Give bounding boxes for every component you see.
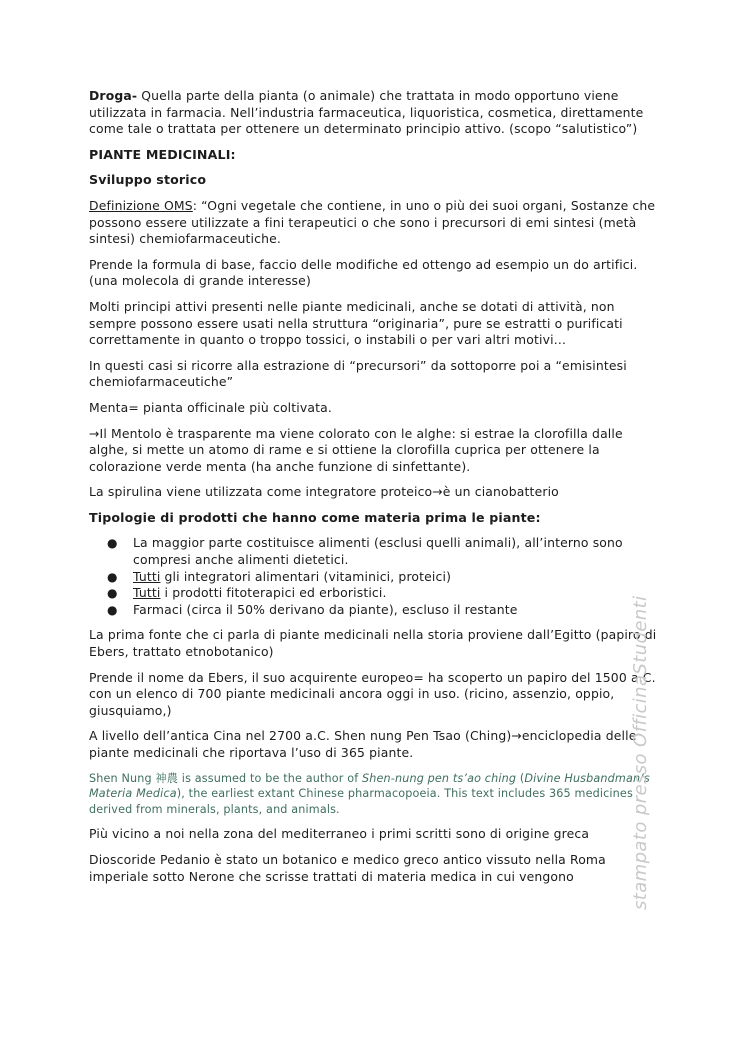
paragraph-mediterraneo: Più vicino a noi nella zona del mediterraneo i primi scritti sono di origine greca (89, 826, 590, 842)
shen-text-b: ( (516, 771, 525, 785)
list-item-text: gli integratori alimentari (vitaminici, proteici) (160, 568, 452, 584)
paragraph-menta: Menta= pianta officinale più coltivata. (89, 399, 332, 415)
paragraph-egitto: La prima fonte che ci parla di piante medicinali nella storia proviene dall’Egitto (papiro di Ebers, trattato etnobotanico) (89, 627, 657, 660)
list-item-text: La maggior parte costituisce alimenti (esclusi quelli animali), all’interno sono compresi anche alimenti dietetici. (133, 535, 623, 568)
oms-label: Definizione OMS (89, 197, 193, 213)
paragraph-mentolo: →Il Mentolo è trasparente ma viene colorato con le alghe: si estrae la clorofilla dalle alghe, si mette un atomo di rame e si ottiene la clorofilla cuprica per ottenere la colorazione verde menta (ha anche funzione di sinfettante). (89, 425, 623, 474)
shen-title-1: Shen-nung pen ts’ao ching (362, 771, 517, 785)
bullet-icon: ● (107, 569, 118, 584)
list-item-underlined: Tutti (133, 585, 161, 601)
list-item-underlined: Tutti (133, 568, 161, 584)
term-droga: Droga- (89, 88, 138, 103)
paragraph-ebers: Prende il nome da Ebers, il suo acquirente europeo= ha scoperto un papiro del 1500 a.C. con un elenco di 700 piante medicinali ancora oggi in uso. (ricino, assenzio, oppio, giusquiamo,) (89, 669, 656, 718)
heading-tipologie: Tipologie di prodotti che hanno come materia prima le piante: (89, 509, 541, 525)
paragraph-dioscoride: Dioscoride Pedanio è stato un botanico e medico greco antico vissuto nella Roma imperiale sotto Nerone che scrisse trattati di materia medica in cui vengono (89, 851, 606, 884)
list-item-text: Farmaci (circa il 50% derivano da piante), escluso il restante (133, 601, 518, 617)
oms-text: : “Ogni vegetale che contiene, in uno o più dei suoi organi, Sostanze che possono essere utilizzate a fini terapeutici o che sono i precursori di emi sintesi (metà sintesi) chemiofarmaceutiche. (89, 197, 656, 247)
shen-text-a: Shen Nung 神農 is assumed to be the author of (89, 771, 363, 785)
heading-sviluppo-storico: Sviluppo storico (89, 172, 207, 188)
paragraph-spirulina: La spirulina viene utilizzata come integratore proteico→è un cianobatterio (89, 484, 559, 500)
paragraph-cina: A livello dell’antica Cina nel 2700 a.C. Shen nung Pen Tsao (Ching)→enciclopedia delle piante medicinali che riportava l’uso di 365 piante. (89, 728, 637, 760)
paragraph-precursori: In questi casi si ricorre alla estrazione di “precursori” da sottoporre poi a “emisintesi chemiofarmaceutiche” (89, 357, 627, 390)
watermark-text: stampato presso OfficinaStudenti (630, 595, 651, 910)
list-item-text: i prodotti fitoterapici ed erboristici. (160, 585, 387, 601)
list-item (107, 568, 661, 586)
paragraph-shen-nung-quote (89, 771, 661, 818)
shen-text-c: ), the earliest extant Chinese pharmacopoeia. This text includes 365 medicines derived from minerals, plants, and animals. (89, 787, 633, 816)
paragraph-principi-attivi: Molti principi attivi presenti nelle piante medicinali, anche se dotati di attività, non sempre possono essere usati nella struttura “originaria”, pure se estratti o purificati correttamente in quanto o troppo tossici, o instabili o per vari altri motivi… (89, 298, 623, 348)
shen-title-2: Divine Husbandman’s Materia Medica (89, 771, 650, 801)
bullet-icon: ● (107, 586, 118, 601)
list-item (107, 535, 661, 568)
bullet-icon: ● (107, 536, 118, 551)
product-types-list (89, 535, 661, 618)
document-body (89, 88, 661, 894)
droga-definition: Quella parte della pianta (o animale) che trattata in modo opportuno viene utilizzata in farmacia. Nell’industria farmaceutica, liquoristica, cosmetica, direttamente come tale o trattata per ottenere un determinato principio attivo. (scopo “salutistico”) (89, 88, 644, 137)
bullet-icon: ● (107, 602, 118, 617)
paragraph-formula: Prende la formula di base, faccio delle modifiche ed ottengo ad esempio un do artifici. (una molecola di grande interesse) (89, 256, 638, 289)
paragraph-droga (89, 88, 661, 138)
list-item (107, 601, 661, 619)
paragraph-definizione-oms (89, 198, 661, 248)
heading-piante-medicinali: PIANTE MEDICINALI: (89, 146, 236, 162)
list-item (107, 585, 661, 602)
